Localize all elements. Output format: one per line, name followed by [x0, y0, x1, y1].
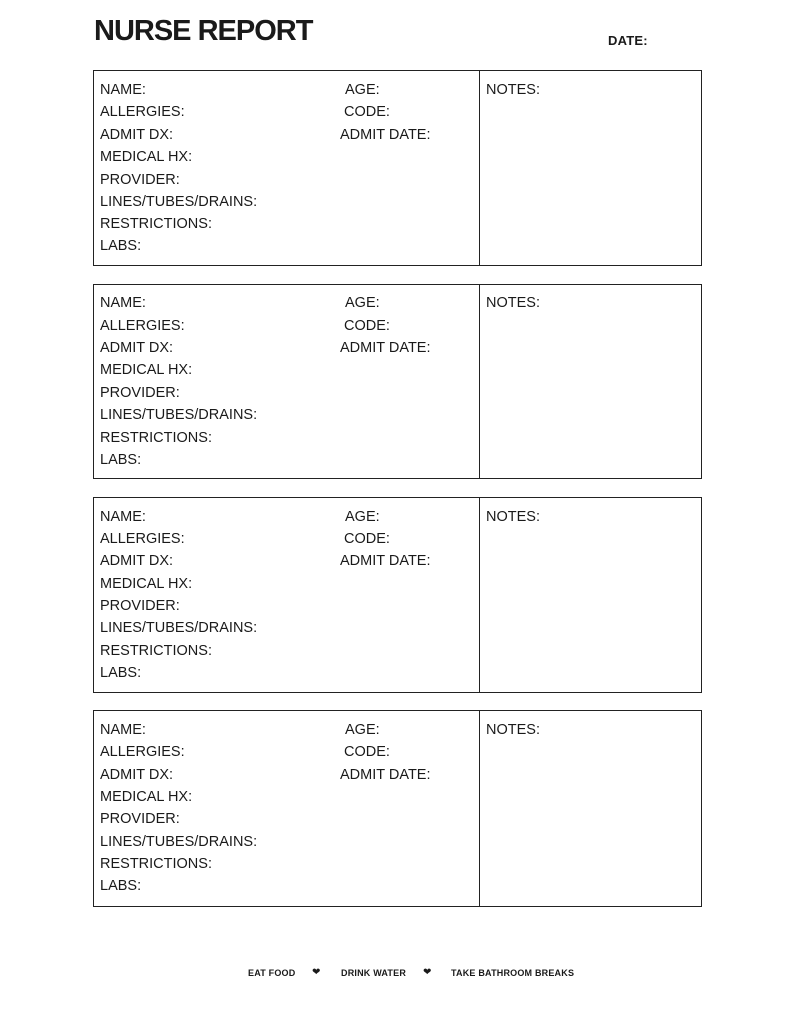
footer-item-drink-water: DRINK WATER: [341, 968, 407, 978]
medical-hx-label: MEDICAL HX:: [100, 576, 193, 592]
medical-hx-label: MEDICAL HX:: [100, 789, 193, 805]
provider-label: PROVIDER:: [100, 811, 180, 827]
restrictions-label: RESTRICTIONS:: [100, 856, 212, 872]
page-title: NURSE REPORT: [94, 15, 313, 47]
notes-label: NOTES:: [486, 295, 540, 311]
date-label: DATE:: [608, 33, 648, 48]
notes-label: NOTES:: [486, 722, 540, 738]
medical-hx-label: MEDICAL HX:: [100, 362, 193, 378]
heart-icon: ❤: [423, 967, 432, 978]
name-label: NAME:: [100, 509, 146, 525]
patient-card-4: [93, 710, 702, 907]
restrictions-label: RESTRICTIONS:: [100, 643, 212, 659]
provider-label: PROVIDER:: [100, 598, 180, 614]
admit-dx-label: ADMIT DX:: [100, 767, 174, 783]
provider-label: PROVIDER:: [100, 385, 180, 401]
name-label: NAME:: [100, 722, 146, 738]
allergies-label: ALLERGIES:: [100, 744, 185, 760]
labs-label: LABS:: [100, 452, 142, 468]
allergies-label: ALLERGIES:: [100, 531, 185, 547]
age-label: AGE:: [345, 82, 380, 98]
labs-label: LABS:: [100, 665, 142, 681]
code-label: CODE:: [344, 531, 390, 547]
patient-card-1: [93, 70, 702, 266]
allergies-label: ALLERGIES:: [100, 104, 185, 120]
lines-tubes-drains-label: LINES/TUBES/DRAINS:: [100, 620, 258, 636]
restrictions-label: RESTRICTIONS:: [100, 216, 212, 232]
admit-date-label: ADMIT DATE:: [340, 767, 431, 783]
card-divider: [479, 71, 480, 265]
admit-date-label: ADMIT DATE:: [340, 340, 431, 356]
lines-tubes-drains-label: LINES/TUBES/DRAINS:: [100, 834, 258, 850]
card-divider: [479, 711, 480, 906]
admit-dx-label: ADMIT DX:: [100, 553, 174, 569]
lines-tubes-drains-label: LINES/TUBES/DRAINS:: [100, 194, 258, 210]
age-label: AGE:: [345, 722, 380, 738]
provider-label: PROVIDER:: [100, 172, 180, 188]
footer: [0, 968, 794, 982]
notes-label: NOTES:: [486, 82, 540, 98]
card-divider: [479, 498, 480, 692]
lines-tubes-drains-label: LINES/TUBES/DRAINS:: [100, 407, 258, 423]
code-label: CODE:: [344, 744, 390, 760]
card-divider: [479, 285, 480, 478]
name-label: NAME:: [100, 82, 146, 98]
allergies-label: ALLERGIES:: [100, 318, 185, 334]
heart-icon: ❤: [312, 967, 321, 978]
footer-item-eat-food: EAT FOOD: [248, 968, 296, 978]
notes-label: NOTES:: [486, 509, 540, 525]
restrictions-label: RESTRICTIONS:: [100, 430, 212, 446]
name-label: NAME:: [100, 295, 146, 311]
admit-date-label: ADMIT DATE:: [340, 553, 431, 569]
medical-hx-label: MEDICAL HX:: [100, 149, 193, 165]
age-label: AGE:: [345, 295, 380, 311]
admit-dx-label: ADMIT DX:: [100, 127, 174, 143]
footer-item-bathroom-breaks: TAKE BATHROOM BREAKS: [451, 968, 575, 978]
code-label: CODE:: [344, 318, 390, 334]
admit-dx-label: ADMIT DX:: [100, 340, 174, 356]
patient-card-2: [93, 284, 702, 479]
patient-card-3: [93, 497, 702, 693]
admit-date-label: ADMIT DATE:: [340, 127, 431, 143]
code-label: CODE:: [344, 104, 390, 120]
labs-label: LABS:: [100, 238, 142, 254]
age-label: AGE:: [345, 509, 380, 525]
labs-label: LABS:: [100, 878, 142, 894]
